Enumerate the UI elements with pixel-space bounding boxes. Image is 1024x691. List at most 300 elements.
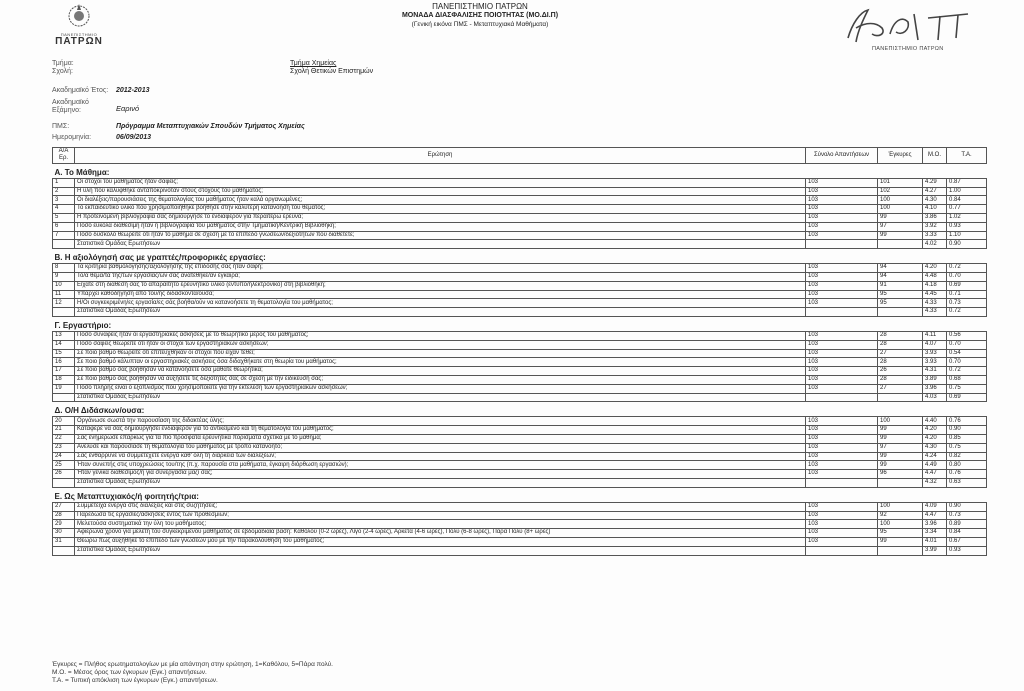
cell-mean: 4.47 <box>923 470 947 479</box>
cell-valid: 99 <box>878 461 923 470</box>
cell-total: 103 <box>806 281 878 290</box>
cell-sd: 0.87 <box>947 178 987 187</box>
cell-mean: 4.07 <box>923 340 947 349</box>
cell-valid: 97 <box>878 222 923 231</box>
cell-mean: 3.96 <box>923 384 947 393</box>
cell-valid: 99 <box>878 426 923 435</box>
cell-valid: 97 <box>878 443 923 452</box>
cell-question: Κατάφερε να σας δημιουργήσει ενδιαφέρον για το αντικείμενο και τη θεματολογία του μαθήματος; <box>75 426 806 435</box>
table-row <box>53 502 987 511</box>
table-row <box>53 196 987 205</box>
cell-mean: 3.34 <box>923 529 947 538</box>
cell-mean: 3.89 <box>923 375 947 384</box>
cell-valid: 96 <box>878 470 923 479</box>
cell-number: 21 <box>53 426 75 435</box>
cell-total: 103 <box>806 214 878 223</box>
header-unit: ΜΟΝΑΔΑ ΔΙΑΣΦΑΛΙΣΗΣ ΠΟΙΟΤΗΤΑΣ (ΜΟ.ΔΙ.Π) <box>401 12 559 19</box>
cell-question: Πόσο δύσκολο θεωρείτε ότι ήταν το μάθημα σε σχέση με το επίπεδο γνώσεων/δεξιοτήτων που διαθέτετε; <box>75 231 806 240</box>
table-row <box>53 340 987 349</box>
cell-valid: 28 <box>878 331 923 340</box>
cell-valid <box>878 308 923 317</box>
cell-valid: 100 <box>878 502 923 511</box>
cell-mean: 4.02 <box>923 240 947 249</box>
cell-sd: 0.76 <box>947 417 987 426</box>
cell-sd: 0.71 <box>947 290 987 299</box>
cell-valid: 94 <box>878 272 923 281</box>
cell-sd: 0.89 <box>947 520 987 529</box>
cell-mean: 4.45 <box>923 290 947 299</box>
cell-sd: 0.90 <box>947 240 987 249</box>
cell-mean: 3.99 <box>923 546 947 555</box>
cell-number: 6 <box>53 222 75 231</box>
cell-mean: 3.93 <box>923 358 947 367</box>
meta-year-label: Ακαδημαϊκό Έτος: <box>52 87 109 94</box>
cell-number: 7 <box>53 231 75 240</box>
cell-mean: 4.11 <box>923 331 947 340</box>
cell-total: 103 <box>806 231 878 240</box>
cell-valid: 95 <box>878 299 923 308</box>
cell-total: 103 <box>806 375 878 384</box>
cell-valid: 100 <box>878 196 923 205</box>
table-row <box>53 205 987 214</box>
cell-sd: 1.10 <box>947 231 987 240</box>
cell-valid: 100 <box>878 205 923 214</box>
cell-total: 103 <box>806 290 878 299</box>
cell-number: 5 <box>53 214 75 223</box>
cell-mean: 3.33 <box>923 231 947 240</box>
cell-total: 103 <box>806 470 878 479</box>
cell-total: 103 <box>806 461 878 470</box>
cell-question: Οργάνωσε σωστά την παρουσίαση της διδακτέας ύλης; <box>75 417 806 426</box>
cell-number <box>53 478 75 487</box>
cell-valid <box>878 240 923 249</box>
table-row <box>53 272 987 281</box>
cell-question: Σε ποιο βαθμό σας βοήθησαν να αυξήσετε τις δεξιότητές σας σε σχέση με την ειδίκευσή σας; <box>75 375 806 384</box>
table-row <box>53 417 987 426</box>
table-row <box>53 511 987 520</box>
cell-total: 103 <box>806 537 878 546</box>
cell-total: 103 <box>806 511 878 520</box>
cell-sd: 0.73 <box>947 511 987 520</box>
section-header-row <box>53 402 987 417</box>
cell-valid: 99 <box>878 231 923 240</box>
questions-table <box>52 147 987 556</box>
cell-sd: 0.84 <box>947 196 987 205</box>
cell-total: 103 <box>806 434 878 443</box>
group-stats-row <box>53 393 987 402</box>
cell-sd: 0.72 <box>947 367 987 376</box>
section-title: Α. Το Μάθημα: <box>54 167 110 177</box>
cell-question: Στατιστικά Ομάδας Ερωτήσεων <box>75 308 806 317</box>
cell-total: 103 <box>806 417 878 426</box>
footnote-sd: Τ.Α. = Τυπική απόκλιση των έγκυρων (Εγκ.) απαντήσεων. <box>52 677 218 684</box>
cell-valid <box>878 546 923 555</box>
cell-total: 103 <box>806 502 878 511</box>
cell-sd: 0.69 <box>947 393 987 402</box>
cell-sd: 0.90 <box>947 426 987 435</box>
cell-sd: 0.76 <box>947 470 987 479</box>
cell-question: Μελετούσα συστηματικά την ύλη του μαθήματος; <box>75 520 806 529</box>
cell-sd: 0.80 <box>947 461 987 470</box>
cell-question: Ήταν συνεπής στις υποχρεώσεις του/της (π.χ. παρουσία στα μαθήματα, έγκαιρη διόρθωση εργασιών); <box>75 461 806 470</box>
cell-number: 1 <box>53 178 75 187</box>
section-header-row <box>53 316 987 331</box>
cell-question: Στατιστικά Ομάδας Ερωτήσεων <box>75 546 806 555</box>
cell-sd: 0.54 <box>947 349 987 358</box>
section-header-row <box>53 249 987 264</box>
table-header-row <box>53 148 987 164</box>
section-header-row <box>53 487 987 502</box>
table-row <box>53 520 987 529</box>
table-row <box>53 222 987 231</box>
cell-question: Σε ποιο βαθμό σας βοήθησαν να κατανοήσετε όσα μάθατε θεωρητικά; <box>75 367 806 376</box>
cell-mean: 4.01 <box>923 537 947 546</box>
cell-number: 3 <box>53 196 75 205</box>
cell-mean: 3.92 <box>923 222 947 231</box>
cell-question: Οι διαλέξεις/παρουσιάσεις της θεματολογίας του μαθήματος ήταν καλά οργανωμένες; <box>75 196 806 205</box>
cell-question: Το/α θέμα/τα της/των εργασίας/ών σας ανατέθηκε/αν έγκαιρα; <box>75 272 806 281</box>
cell-question: Πόσο συναφείς ήταν οι εργαστηριακές ασκήσεις με το θεωρητικό μέρος του μαθήματος; <box>75 331 806 340</box>
table-row <box>53 426 987 435</box>
table-row <box>53 443 987 452</box>
cell-number: 10 <box>53 281 75 290</box>
cell-question: Η προτεινόμενη βιβλιογραφία σας δημιούργησε το ενδιαφέρον για περαιτέρω έρευνα; <box>75 214 806 223</box>
cell-total <box>806 478 878 487</box>
cell-number: 18 <box>53 375 75 384</box>
cell-question: Παρέδωσα τις εργασίες/ασκήσεις εντός των προθεσμιών; <box>75 511 806 520</box>
cell-sd: 0.90 <box>947 502 987 511</box>
cell-sd: 0.63 <box>947 478 987 487</box>
cell-mean: 4.30 <box>923 443 947 452</box>
cell-sd: 0.72 <box>947 308 987 317</box>
cell-sd: 0.67 <box>947 537 987 546</box>
meta-pms <box>52 123 552 133</box>
cell-mean: 4.48 <box>923 272 947 281</box>
header-university: ΠΑΝΕΠΙΣΤΗΜΙΟ ΠΑΤΡΩΝ <box>432 2 528 11</box>
cell-valid: 99 <box>878 452 923 461</box>
table-row <box>53 290 987 299</box>
cell-number <box>53 240 75 249</box>
cell-total: 103 <box>806 426 878 435</box>
cell-sd: 0.68 <box>947 375 987 384</box>
meta-sxoli-value: Σχολή Θετικών Επιστημών <box>290 68 374 75</box>
cell-sd: 0.70 <box>947 272 987 281</box>
cell-valid: 91 <box>878 281 923 290</box>
table-row <box>53 434 987 443</box>
document-header <box>360 2 600 29</box>
cell-number: 13 <box>53 331 75 340</box>
cell-number: 11 <box>53 290 75 299</box>
table-body <box>53 163 987 555</box>
footnote-valid: Έγκυρες = Πλήθος ερωτηματολογίων με μία απάντηση στην ερώτηση, 1=Καθόλου, 5=Πάρα πολύ. <box>52 661 333 668</box>
cell-mean: 4.47 <box>923 511 947 520</box>
meta-semester-value: Εαρινό <box>116 104 140 113</box>
meta-pms-value: Πρόγραμμα Μεταπτυχιακών Σπουδών Τμήματος Χημείας <box>116 123 305 130</box>
cell-question: Πόσο πλήρης είναι ο εξοπλισμός που χρησιμοποιείτε για την εκτέλεση των εργαστηριακών ασκήσεων; <box>75 384 806 393</box>
cell-question: Είχατε στη διάθεσή σας το απαραίτητο ερευνητικό υλικό (έντυπο/ηλεκτρονικό) στη βιβλιοθήκη; <box>75 281 806 290</box>
meta-date-value: 06/09/2013 <box>116 134 152 141</box>
cell-question: Αφιέρωνα χρόνο για μελέτη του συγκεκριμένου μαθήματος σε εβδομαδιαία βάση: Καθόλου (0-2 ώρες), Λίγο (2-4 ώρες), Αρκετά (4-6 ώρες), Πολύ (6-8 ώρες), Πάρα Πολύ (8+ ώρες) <box>75 529 806 538</box>
cell-sd: 0.93 <box>947 546 987 555</box>
cell-valid: 26 <box>878 367 923 376</box>
table-row <box>53 470 987 479</box>
cell-total: 103 <box>806 178 878 187</box>
cell-sd: 0.77 <box>947 205 987 214</box>
cell-valid: 100 <box>878 417 923 426</box>
meta-sxoli-label: Σχολή: <box>52 68 73 75</box>
meta-semester <box>52 99 452 119</box>
cell-total: 103 <box>806 358 878 367</box>
cell-question: Στατιστικά Ομάδας Ερωτήσεων <box>75 240 806 249</box>
cell-valid <box>878 478 923 487</box>
cell-valid: 95 <box>878 290 923 299</box>
cell-valid: 101 <box>878 178 923 187</box>
cell-question: Συμμετείχα ενεργά στις διαλέξεις και στις συζητήσεις; <box>75 502 806 511</box>
cell-mean: 4.10 <box>923 205 947 214</box>
cell-total: 103 <box>806 349 878 358</box>
cell-sd: 0.73 <box>947 299 987 308</box>
cell-mean: 3.93 <box>923 349 947 358</box>
cell-valid: 28 <box>878 358 923 367</box>
meta-tmima-label: Τμήμα: <box>52 60 74 67</box>
cell-question: Η ύλη που καλύφθηκε ανταποκρινόταν στους στόχους του μαθήματος; <box>75 187 806 196</box>
cell-number: 2 <box>53 187 75 196</box>
cell-valid: 27 <box>878 384 923 393</box>
meta-pms-label: ΠΜΣ: <box>52 123 70 130</box>
cell-question: Στατιστικά Ομάδας Ερωτήσεων <box>75 393 806 402</box>
cell-valid: 92 <box>878 511 923 520</box>
group-stats-row <box>53 240 987 249</box>
cell-mean: 4.49 <box>923 461 947 470</box>
cell-number: 29 <box>53 520 75 529</box>
header-aa: Α/Α Ερ. <box>53 148 75 164</box>
cell-question: Η/Οι συγκεκριμένη/ες εργασία/ες σάς βοήθα/ούν να κατανοήσετε τη θεματολογία του μαθήματος; <box>75 299 806 308</box>
cell-valid: 27 <box>878 349 923 358</box>
table-row <box>53 231 987 240</box>
cell-sd: 0.75 <box>947 384 987 393</box>
cell-total <box>806 308 878 317</box>
university-emblem-icon <box>66 2 92 32</box>
table-row <box>53 367 987 376</box>
cell-number: 15 <box>53 349 75 358</box>
cell-valid: 28 <box>878 375 923 384</box>
cell-valid: 95 <box>878 529 923 538</box>
cell-sd: 0.70 <box>947 340 987 349</box>
cell-mean: 4.03 <box>923 393 947 402</box>
table-row <box>53 529 987 538</box>
cell-number: 30 <box>53 529 75 538</box>
modip-logo <box>838 4 988 52</box>
cell-sd: 0.70 <box>947 358 987 367</box>
table-row <box>53 187 987 196</box>
cell-mean: 4.31 <box>923 367 947 376</box>
group-stats-row <box>53 546 987 555</box>
cell-number: 22 <box>53 434 75 443</box>
cell-sd: 0.93 <box>947 222 987 231</box>
cell-question: Πόσο εύκολα διαθέσιμη ήταν η βιβλιογραφία του μαθήματος στην Τμηματική/Κεντρική Βιβλιοθήκη; <box>75 222 806 231</box>
meta-date-label: Ημερομηνία: <box>52 134 92 141</box>
cell-total: 103 <box>806 452 878 461</box>
cell-mean: 4.30 <box>923 196 947 205</box>
cell-mean: 4.33 <box>923 308 947 317</box>
cell-sd: 1.00 <box>947 187 987 196</box>
meta-year <box>52 87 452 99</box>
cell-valid: 99 <box>878 537 923 546</box>
logo-big-text: ΠΑΤΡΩΝ <box>55 36 103 47</box>
section-header-row <box>53 163 987 178</box>
table-row <box>53 358 987 367</box>
cell-question: Θεωρώ πως αυξήθηκε το επίπεδο των γνώσεών μου με την παρακολούθηση του μαθήματος; <box>75 537 806 546</box>
cell-sd: 1.02 <box>947 214 987 223</box>
cell-number: 14 <box>53 340 75 349</box>
cell-number <box>53 393 75 402</box>
cell-total: 103 <box>806 384 878 393</box>
cell-sd: 0.85 <box>947 434 987 443</box>
cell-mean: 4.32 <box>923 478 947 487</box>
cell-number: 19 <box>53 384 75 393</box>
cell-total: 103 <box>806 529 878 538</box>
cell-mean: 4.20 <box>923 426 947 435</box>
cell-total: 103 <box>806 331 878 340</box>
cell-number: 17 <box>53 367 75 376</box>
cell-total: 103 <box>806 264 878 273</box>
modip-caption: ΠΑΝΕΠΙΣΤΗΜΙΟ ΠΑΤΡΩΝ <box>872 46 944 52</box>
header-sd: Τ.Α. <box>947 148 987 164</box>
cell-total: 103 <box>806 196 878 205</box>
cell-total: 103 <box>806 205 878 214</box>
cell-question: Σας ενθάρρυνε να συμμετέχετε ενεργά καθ' όλη τη διάρκεια των διαλέξεων; <box>75 452 806 461</box>
meta-tmima-value: Τμήμα Χημείας <box>290 60 337 67</box>
cell-question: Σε ποιο βαθμό κάλυπταν οι εργαστηριακές ασκήσεις όσα διδαχθήκατε στη θεωρία του μαθήματος; <box>75 358 806 367</box>
cell-valid <box>878 393 923 402</box>
cell-total: 103 <box>806 299 878 308</box>
header-mean: Μ.Ο. <box>923 148 947 164</box>
cell-valid: 99 <box>878 434 923 443</box>
meta-semester-label: Ακαδημαϊκό Εξάμηνο: <box>52 99 89 114</box>
cell-number <box>53 546 75 555</box>
cell-valid: 100 <box>878 520 923 529</box>
cell-question: Πόσο σαφείς θεωρείτε ότι ήταν οι στόχοι των εργαστηριακών ασκήσεων; <box>75 340 806 349</box>
cell-question: Τα κριτήρια βαθμολόγησης/αξιολόγησης της επίδοσής σας ήταν σαφή; <box>75 264 806 273</box>
cell-mean: 4.20 <box>923 264 947 273</box>
cell-number <box>53 308 75 317</box>
header-total: Σύνολο Απαντήσεων <box>806 148 878 164</box>
table-row <box>53 537 987 546</box>
cell-valid: 102 <box>878 187 923 196</box>
cell-mean: 4.40 <box>923 417 947 426</box>
cell-number: 20 <box>53 417 75 426</box>
cell-number: 8 <box>53 264 75 273</box>
cell-mean: 4.18 <box>923 281 947 290</box>
cell-total: 103 <box>806 187 878 196</box>
cell-question: Ανέλυσε και παρουσίασε τη θεματολογία του μαθήματος με τρόπο κατανοητό; <box>75 443 806 452</box>
cell-sd: 0.56 <box>947 331 987 340</box>
cell-number: 26 <box>53 470 75 479</box>
cell-number: 4 <box>53 205 75 214</box>
footnotes <box>52 661 333 685</box>
table-row <box>53 349 987 358</box>
cell-number: 23 <box>53 443 75 452</box>
cell-question: Σας ενημέρωσε επαρκώς για τα πιο πρόσφατα ερευνητικά πορίσματα σχετικά με το μάθημα; <box>75 434 806 443</box>
cell-mean: 4.33 <box>923 299 947 308</box>
cell-number: 24 <box>53 452 75 461</box>
cell-total: 103 <box>806 443 878 452</box>
cell-sd: 0.69 <box>947 281 987 290</box>
group-stats-row <box>53 308 987 317</box>
cell-number: 27 <box>53 502 75 511</box>
header-question: Ερώτηση <box>75 148 806 164</box>
cell-sd: 0.82 <box>947 452 987 461</box>
cell-number: 16 <box>53 358 75 367</box>
cell-sd: 0.72 <box>947 264 987 273</box>
cell-mean: 3.96 <box>923 520 947 529</box>
cell-total: 103 <box>806 340 878 349</box>
cell-sd: 0.84 <box>947 529 987 538</box>
cell-total: 103 <box>806 367 878 376</box>
section-title: Γ. Εργαστήριο: <box>54 320 112 330</box>
cell-question: Ήταν γενικά διαθέσιμος/η για συνεργασία μαζί σας; <box>75 470 806 479</box>
university-logo <box>44 2 114 57</box>
cell-mean: 4.20 <box>923 434 947 443</box>
cell-valid: 28 <box>878 340 923 349</box>
table-row <box>53 331 987 340</box>
cell-number: 28 <box>53 511 75 520</box>
cell-number: 9 <box>53 272 75 281</box>
cell-question: Σε ποιο βαθμό θεωρείτε ότι επιτεύχθηκαν οι στόχοι που είχαν τεθεί; <box>75 349 806 358</box>
section-title: Δ. Ο/Η Διδάσκων/ουσα: <box>54 406 145 416</box>
cell-total <box>806 240 878 249</box>
cell-question: Υπάρχει καθοδήγηση από του/ης διδάσκοντα/ουσα; <box>75 290 806 299</box>
cell-total <box>806 393 878 402</box>
table-row <box>53 384 987 393</box>
table-row <box>53 264 987 273</box>
cell-mean: 4.09 <box>923 502 947 511</box>
cell-question: Οι στόχοι του μαθήματος ήταν σαφείς; <box>75 178 806 187</box>
cell-total: 103 <box>806 272 878 281</box>
cell-mean: 4.24 <box>923 452 947 461</box>
cell-question: Το εκπαιδευτικό υλικό που χρησιμοποιήθηκε βοήθησε στην καλύτερη κατανόηση του θέματος; <box>75 205 806 214</box>
cell-question: Στατιστικά Ομάδας Ερωτήσεων <box>75 478 806 487</box>
cell-valid: 99 <box>878 214 923 223</box>
cell-total <box>806 546 878 555</box>
footnote-mean: Μ.Ο. = Μέσος όρος των έγκυρων (Εγκ.) απαντήσεων. <box>52 669 207 676</box>
cell-total: 103 <box>806 520 878 529</box>
table-row <box>53 178 987 187</box>
table-row <box>53 281 987 290</box>
table-row <box>53 461 987 470</box>
group-stats-row <box>53 478 987 487</box>
header-subtitle: (Γενική εικόνα ΠΜΣ - Μεταπτυχιακά Μαθήματα) <box>411 21 549 28</box>
cell-number: 25 <box>53 461 75 470</box>
cell-total: 103 <box>806 222 878 231</box>
section-title: Β. Η αξιολόγησή σας με γραπτές/προφορικές εργασίες: <box>54 252 266 262</box>
section-title: Ε. Ως Μεταπτυχιακός/ή φοιτητής/τρια: <box>54 491 199 501</box>
header-valid: Έγκυρες <box>878 148 923 164</box>
table-row <box>53 214 987 223</box>
meta-date <box>52 134 452 144</box>
modip-signature-icon <box>838 4 988 48</box>
cell-mean: 3.86 <box>923 214 947 223</box>
cell-number: 12 <box>53 299 75 308</box>
logo-small-text: ΠΑΝΕΠΙΣΤΗΜΙΟ <box>60 32 98 37</box>
table-row <box>53 452 987 461</box>
meta-sxoli <box>52 68 452 80</box>
cell-valid: 94 <box>878 264 923 273</box>
table-row <box>53 375 987 384</box>
table-row <box>53 299 987 308</box>
cell-mean: 4.29 <box>923 178 947 187</box>
cell-mean: 4.27 <box>923 187 947 196</box>
